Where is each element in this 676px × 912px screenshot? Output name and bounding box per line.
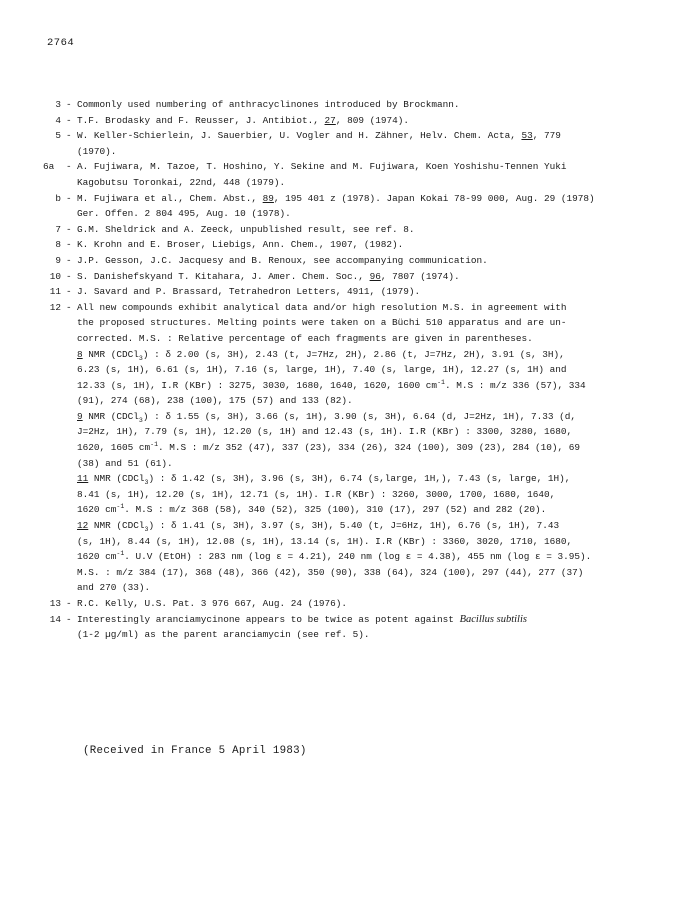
note-text: K. Krohn and E. Broser, Liebigs, Ann. Chem., 1907, (1982).: [77, 239, 404, 251]
note-text: the proposed structures. Melting points were taken on a Büchi 510 apparatus and are un-: [77, 317, 567, 329]
note-number: 8: [55, 239, 61, 251]
note-text: W. Keller-Schierlein, J. Sauerbier, U. Vogler and H. Zähner, Helv. Chem. Acta, 53, 779: [77, 130, 561, 142]
note-7: 7 - G.M. Sheldrick and A. Zeeck, unpublished result, see ref. 8.: [47, 222, 647, 238]
note-text: T.F. Brodasky and F. Reusser, J. Antibiot., 27, 809 (1974).: [77, 114, 409, 126]
organism-name: Bacillus subtilis: [459, 613, 527, 625]
compound-label: 8: [77, 348, 83, 360]
note-number: 5: [55, 130, 61, 142]
compound-label: 9: [77, 410, 83, 422]
note-14: 14 - Interestingly aranciamycinone appears to be twice as potent against Bacillus subtilis (1-2 µg/ml) as the parent aranciamycin (see ref. 5).: [47, 612, 647, 643]
note-text: A. Fujiwara, M. Tazoe, T. Hoshino, Y. Sekine and M. Fujiwara, Koen Yoshishu-Tennen Yuki: [77, 161, 567, 173]
volume-number: 53: [521, 130, 533, 142]
note-number: 10: [49, 270, 61, 282]
note-text: (1-2 µg/ml) as the parent aranciamycin (see ref. 5).: [77, 629, 370, 641]
note-number: 3: [55, 99, 61, 110]
note-8: 8 - K. Krohn and E. Broser, Liebigs, Ann. Chem., 1907, (1982).: [47, 237, 647, 253]
volume-number: 27: [324, 114, 336, 126]
note-5: 5 - W. Keller-Schierlein, J. Sauerbier, U. Vogler and H. Zähner, Helv. Chem. Acta, 53, 779 (1970).: [47, 128, 647, 159]
note-9: 9 - J.P. Gesson, J.C. Jacquesy and B. Renoux, see accompanying communication.: [47, 253, 647, 269]
note-number: 9: [55, 254, 61, 266]
compound-label: 12: [77, 520, 89, 532]
compound-12-data: 12 NMR (CDCl$_3$) : δ 1.41 (s, 3H), 3.97 (s, 3H), 5.40 (t, J=6Hz, 1H), 6.76 (s, 1H), 7.43: [77, 520, 560, 533]
note-text: corrected. M.S. : Relative percentage of each fragments are given in parentheses.: [77, 332, 533, 344]
note-text: All new compounds exhibit analytical data and/or high resolution M.S. in agreement with: [77, 301, 567, 313]
note-13: 13 - R.C. Kelly, U.S. Pat. 3 976 667, Aug. 24 (1976).: [47, 596, 647, 612]
compound-11-data: 11 NMR (CDCl$_3$) : δ 1.42 (s, 3H), 3.96 (s, 3H), 6.74 (s,large, 1H,), 7.43 (s, large, 1H),: [77, 473, 571, 487]
note-text: M. Fujiwara et al., Chem. Abst., 89, 195 401 z (1978). Japan Kokai 78-99 000, Aug. 29 (1978): [77, 192, 595, 204]
note-10: 10 - S. Danishefskyand T. Kitahara, J. Amer. Chem. Soc., 96, 7807 (1974).: [47, 269, 647, 285]
note-text: (1970).: [77, 145, 117, 157]
note-4: 4 - T.F. Brodasky and F. Reusser, J. Antibiot., 27, 809 (1974).: [47, 113, 647, 129]
note-text: G.M. Sheldrick and A. Zeeck, unpublished result, see ref. 8.: [77, 223, 415, 235]
volume-number: 96: [369, 270, 381, 282]
note-12: 12 - All new compounds exhibit analytical data and/or high resolution M.S. in agreement with the proposed structures. Melting points were taken on a Büchi 510 apparatus and are un- corrected. M.S. : Relative percentage of each fragments are given in parentheses. 8 NMR (CDCl$_3$) : δ 2.00 (s, 3H), 2.43 (t, J=7Hz, 2H), 2.86 (t, J=7Hz, 2H), 3.91 (s, 3H), 6.23 (s, 1H), 6.61 (s, 1H), 7.16 (s, large, 1H), 7.40 (s, large, 1H), 12.27 (s, 1H) and 12.33 (s, 1H), I.R (KBr) : 3275, 3030, 1680, 1640, 1620, 1600 $cm^{-1}$. M.S : m/z 336 (57), 334 (91), 274 (68), 238 (100), 175 (57) and 133 (82). 9 NMR (CDCl$_3$) : δ 1.55 (s, 3H), 3.66 (s, 1H), 3.90 (s, 3H), 6.64 (d, J=2Hz, 1H), 7.33 (d, J=2Hz, 1H), 7.79 (s, 1H), 12.20 (s, 1H) and 12.43 (s, 1H). I.R (KBr) : 3300, 3280, 1680, 1620, 1605 $cm^{-1}$. M.S : m/z 352 (47), 337 (23), 334 (26), 324 (100), 309 (23), 284 (10), 69 (38) and 51 (61). 11 NMR (CDCl$_3$) : δ 1.42 (s, 3H), 3.96 (s, 3H), 6.74 (s,large, 1H,), 7.43 (s, large, 1H), 8.41 (s, 1H), 12.20 (s, 1H), 12.71 (s, 1H). I.R (KBr) : 3260, 3000, 1700, 1680, 1640, 1620 $cm^{-1}$. M.S : m/z 368 (58), 340 (52), 325 (100), 310 (17), 297 (52) and 282 (20). 12 NMR (CDCl$_3$) : δ 1.41 (s, 3H), 3.97 (s, 3H), 5.40 (t, J=6Hz, 1H), 6.76 (s, 1H), 7.43 (s, 1H), 8.44 (s, 1H), 12.08 (s, 1H), 13.14 (s, 1H). I.R (KBr) : 3360, 3020, 1710, 1680, 1620 $cm^{-1}$. U.V (EtOH) : 283 nm (log ε = 4.21), 240 nm (log ε = 4.38), 455 nm (log ε = 3.95). M.S. : m/z 384 (17), 368 (48), 366 (42), 350 (90), 338 (64), 324 (100), 297 (44), 277 (37) and 270 (33).: [47, 300, 647, 596]
received-date: (Received in France 5 April 1983): [83, 745, 307, 757]
compound-label: 11: [77, 473, 89, 485]
note-text: S. Danishefskyand T. Kitahara, J. Amer. Chem. Soc., 96, 7807 (1974).: [77, 270, 460, 282]
note-number: 6a: [43, 161, 55, 173]
note-6b: b - M. Fujiwara et al., Chem. Abst., 89, 195 401 z (1978). Japan Kokai 78-99 000, Aug. 29 (1978) Ger. Offen. 2 804 495, Aug. 10 (1978).: [47, 191, 647, 222]
note-number: 7: [55, 223, 61, 235]
note-text: R.C. Kelly, U.S. Pat. 3 976 667, Aug. 24 (1976).: [77, 598, 348, 609]
note-text: Kagobutsu Toronkai, 22nd, 448 (1979).: [77, 176, 286, 188]
page-number: 2764: [47, 37, 75, 49]
note-text: J. Savard and P. Brassard, Tetrahedron Letters, 4911, (1979).: [77, 286, 421, 298]
volume-number: 89: [262, 192, 274, 204]
note-text: Commonly used numbering of anthracyclinones introduced by Brockmann.: [77, 99, 460, 110]
note-6a: 6a - A. Fujiwara, M. Tazoe, T. Hoshino, Y. Sekine and M. Fujiwara, Koen Yoshishu-Tennen Yuki Kagobutsu Toronkai, 22nd, 448 (1979).: [47, 159, 647, 190]
reference-notes: [43, 97, 647, 643]
note-number: 12: [49, 301, 61, 313]
note-number: 14: [49, 613, 61, 625]
note-number: b: [55, 192, 61, 204]
note-11: 11 - J. Savard and P. Brassard, Tetrahedron Letters, 4911, (1979).: [47, 284, 647, 300]
note-number: 4: [55, 114, 61, 126]
compound-8-data: 8 NMR (CDCl$_3$) : δ 2.00 (s, 3H), 2.43 (t, J=7Hz, 2H), 2.86 (t, J=7Hz, 2H), 3.91 (s, 3H),: [77, 348, 565, 362]
note-text: J.P. Gesson, J.C. Jacquesy and B. Renoux, see accompanying communication.: [77, 254, 488, 266]
compound-9-data: 9 NMR (CDCl$_3$) : δ 1.55 (s, 3H), 3.66 (s, 1H), 3.90 (s, 3H), 6.64 (d, J=2Hz, 1H), 7.33 (d,: [77, 410, 577, 424]
note-number: 13: [49, 598, 61, 609]
note-text: Interestingly aranciamycinone appears to be twice as potent against: [77, 613, 454, 625]
note-text: Ger. Offen. 2 804 495, Aug. 10 (1978).: [77, 208, 291, 220]
note-3: 3 - Commonly used numbering of anthracyclinones introduced by Brockmann.: [47, 97, 647, 113]
note-number: 11: [49, 286, 61, 298]
